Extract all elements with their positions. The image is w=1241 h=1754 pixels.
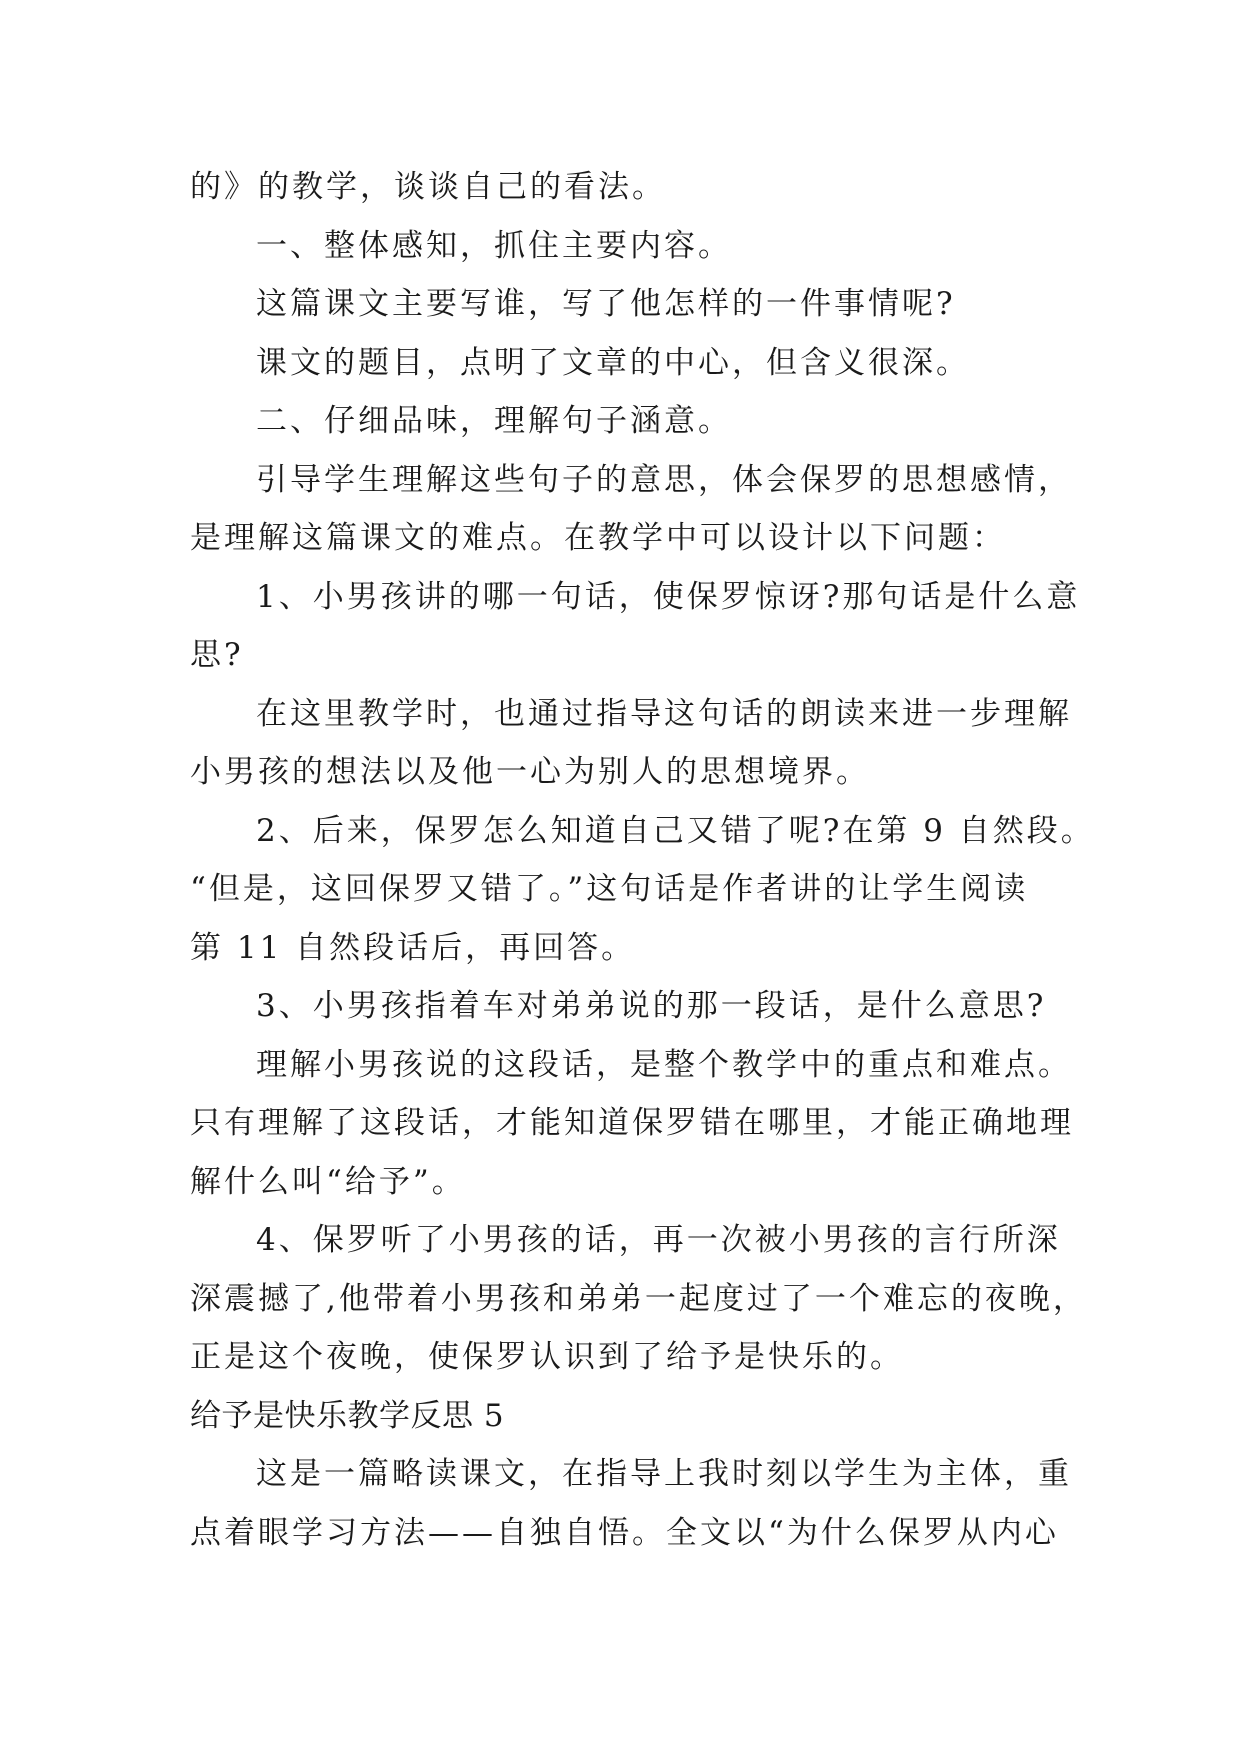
text-line-23: 这是一篇略读课文，在指导上我时刻以学生为主体，重 (256, 1456, 1072, 1492)
text-line-14: 第 11 自然段话后，再回答。 (190, 929, 636, 966)
text-line-4: 课文的题目，点明了文章的中心，但含义很深。 (256, 344, 970, 381)
section-heading: 给予是快乐教学反思 5 (190, 1397, 505, 1434)
text-line-21: 正是这个夜晚，使保罗认识到了给予是快乐的。 (190, 1339, 904, 1375)
text-line-2: 一、整体感知，抓住主要内容。 (256, 227, 732, 264)
text-line-18: 解什么叫“给予”。 (190, 1163, 466, 1200)
document-body (190, 158, 1095, 1562)
text-line-7: 是理解这篇课文的难点。在教学中可以设计以下问题： (190, 520, 1006, 556)
text-line-20: 深震撼了,他带着小男孩和弟弟一起度过了一个难忘的夜晚， (190, 1280, 1087, 1317)
text-line-6: 引导学生理解这些句子的意思，体会保罗的思想感情， (256, 461, 1072, 498)
text-line-1: 的》的教学，谈谈自己的看法。 (190, 169, 666, 205)
text-line-15: 3、小男孩指着车对弟弟说的那一段话，是什么意思? (256, 988, 1047, 1024)
text-line-5: 二、仔细品味，理解句子涵意。 (256, 403, 732, 439)
text-line-17: 只有理解了这段话，才能知道保罗错在哪里，才能正确地理 (190, 1105, 1074, 1141)
text-line-3: 这篇课文主要写谁，写了他怎样的一件事情呢? (256, 286, 956, 322)
text-line-12: 2、后来，保罗怎么知道自己又错了呢?在第 9 自然段。 (256, 812, 1095, 849)
text-line-10: 在这里教学时，也通过指导这句话的朗读来进一步理解 (256, 695, 1072, 732)
text-line-11: 小男孩的想法以及他一心为别人的思想境界。 (190, 754, 870, 790)
text-line-13: “但是，这回保罗又错了。”这句话是作者讲的让学生阅读 (190, 871, 1029, 907)
text-line-8: 1、小男孩讲的哪一句话，使保罗惊讶?那句话是什么意 (256, 578, 1081, 615)
text-line-19: 4、保罗听了小男孩的话，再一次被小男孩的言行所深 (256, 1222, 1061, 1258)
text-line-16: 理解小男孩说的这段话，是整个教学中的重点和难点。 (256, 1046, 1072, 1083)
text-line-9: 思? (190, 637, 244, 673)
text-line-24: 点着眼学习方法——自独自悟。全文以“为什么保罗从内心 (190, 1514, 1059, 1551)
